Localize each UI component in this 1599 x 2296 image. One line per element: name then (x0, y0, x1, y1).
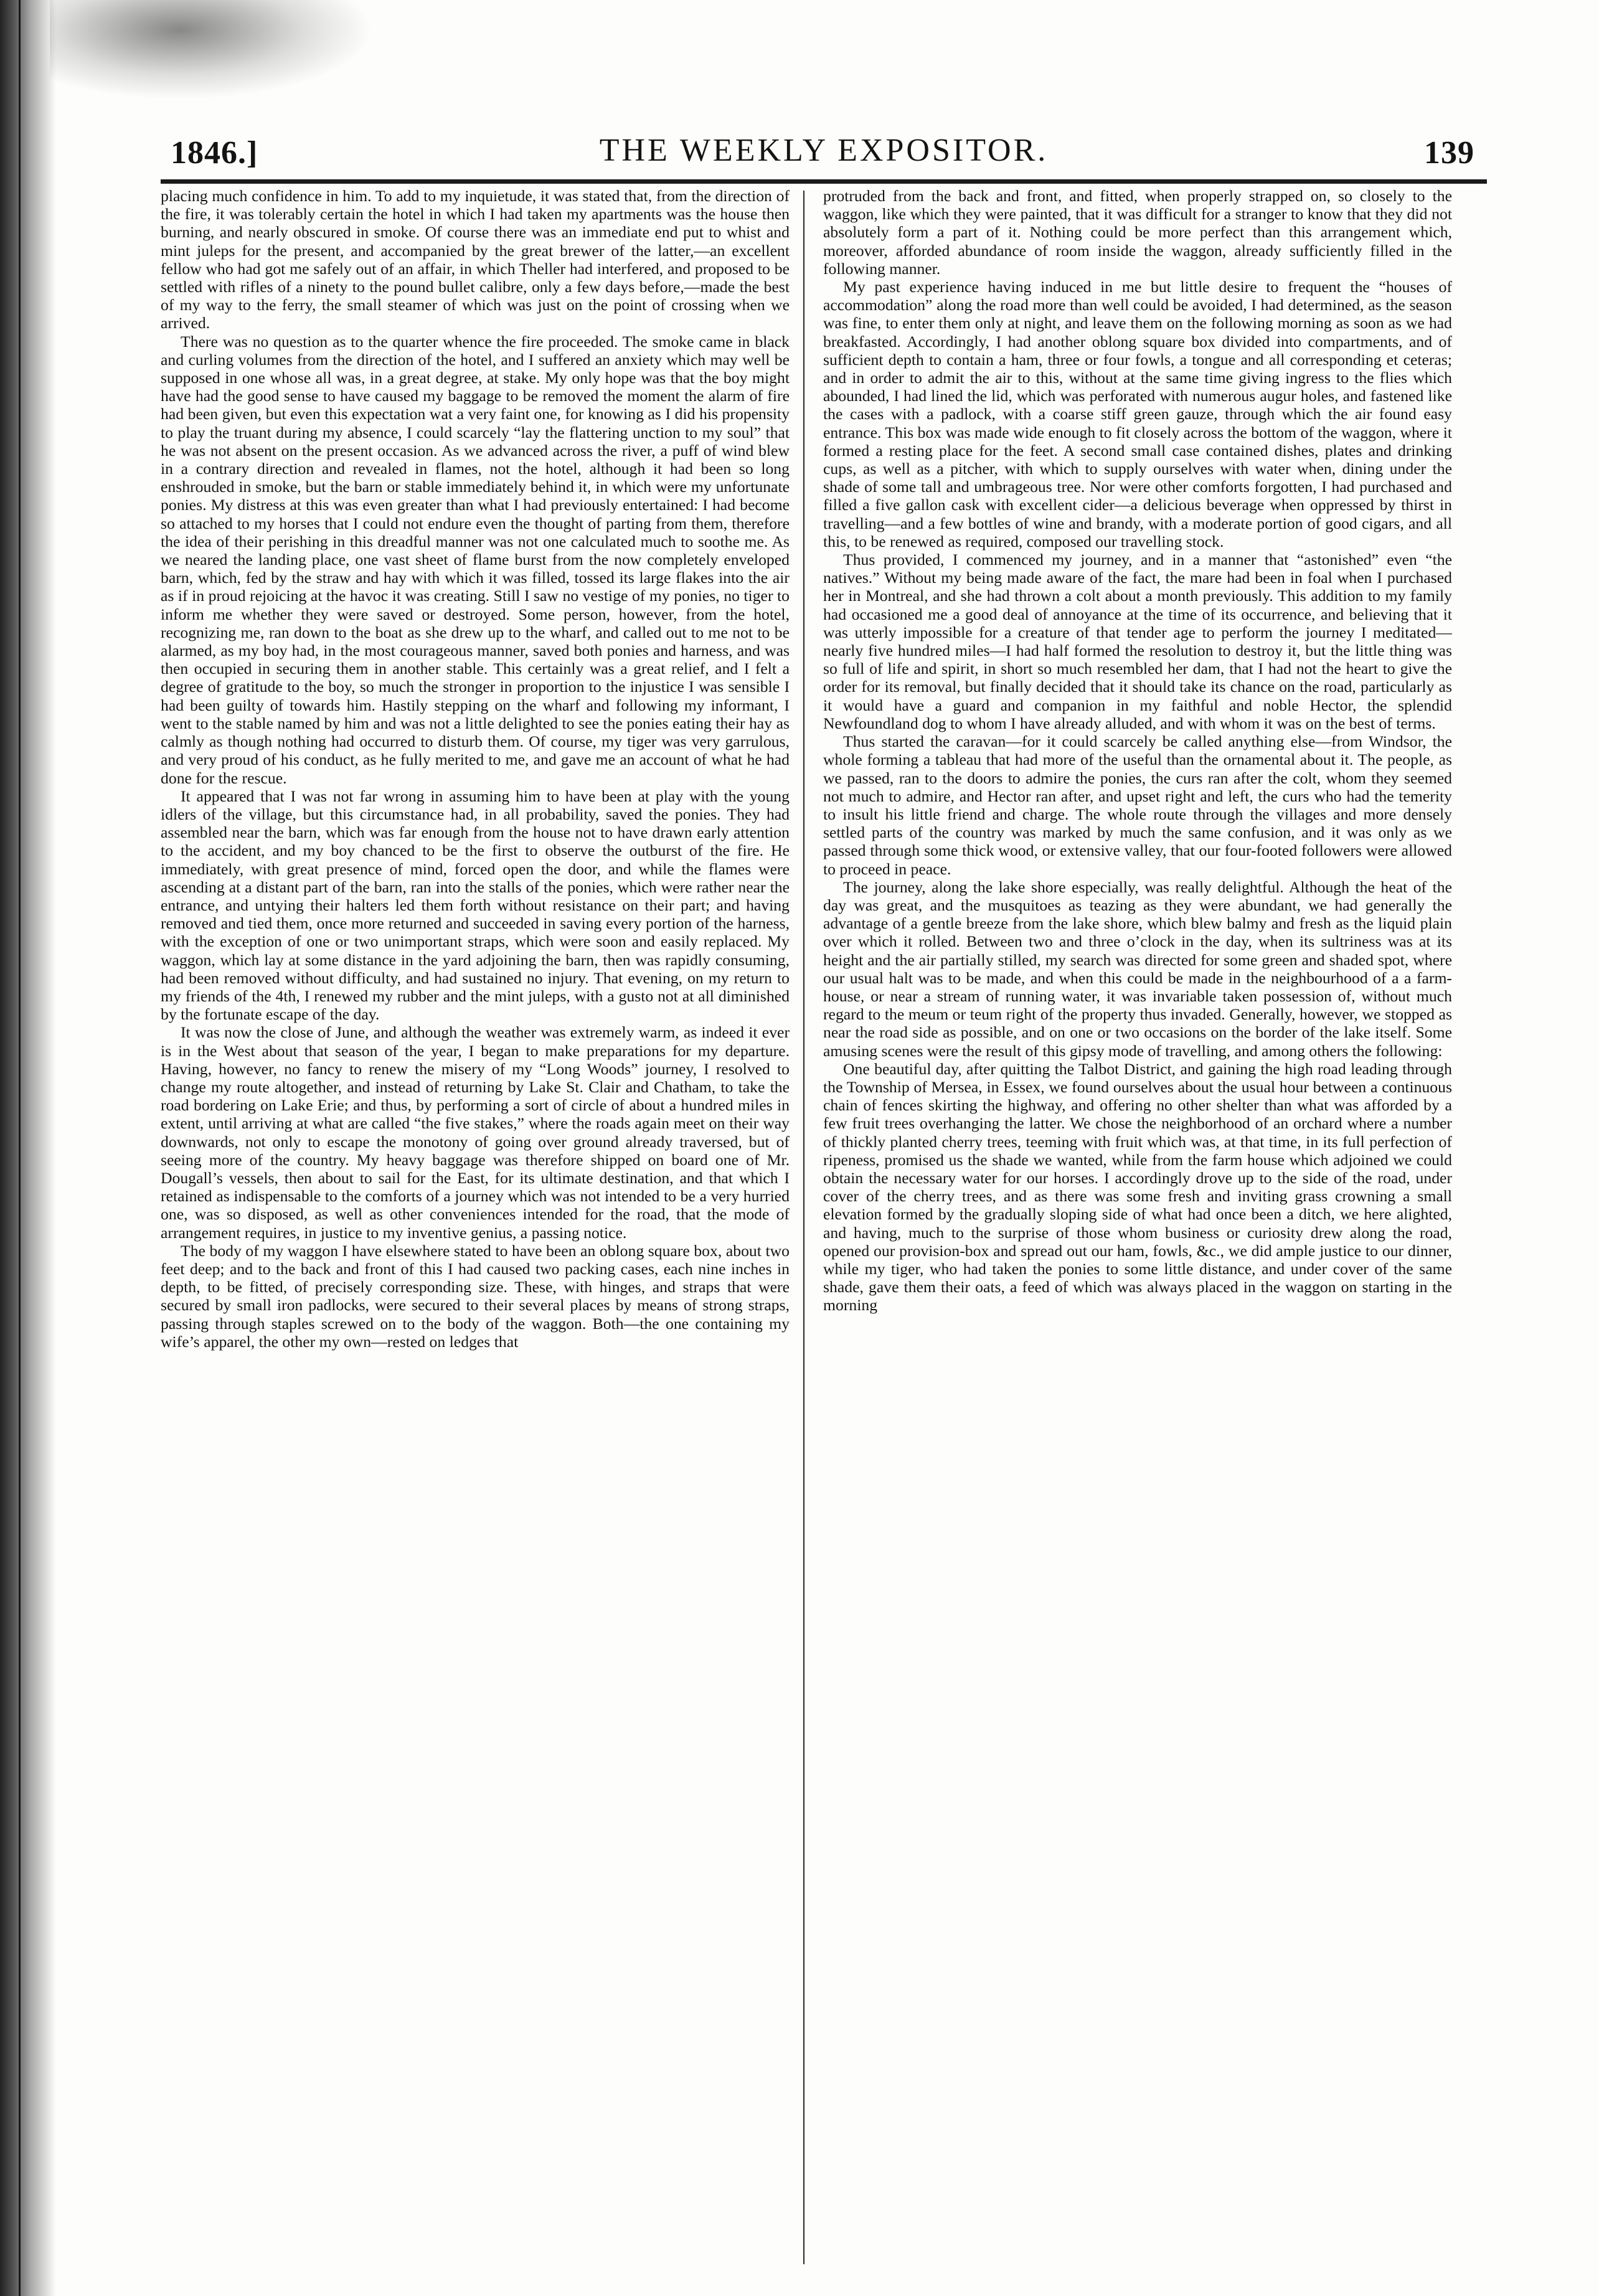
column-divider (803, 191, 804, 2264)
right-column (823, 187, 1452, 2292)
paragraph: There was no question as to the quarter whence the fire proceeded. The smoke came in black and curling volumes from the direction of the hotel, and I suffered an anxiety which may well be supposed in one whose all was, in a great degree, at stake. My only hope was that the boy might have had the good sense to have caused my baggage to be removed the moment the alarm of fire had been given, but even this expectation wat a very faint one, for knowing as I did his propensity to play the truant during my absence, I could scarcely “lay the flattering unction to my soul” that he was not absent on the present occasion. As we advanced across the river, a puff of wind blew in a contrary direction and revealed in flames, not the hotel, although it had been so long enshrouded in smoke, but the barn or stable immediately behind it, in which were my unfortunate ponies. My distress at this was even greater than what I had previously entertained: I had become so attached to my horses that I could not endure even the thought of parting from them, therefore the idea of their perishing in this dreadful manner was not one calculated much to soothe me. As we neared the landing place, one vast sheet of flame burst from the now completely enveloped barn, which, fed by the straw and hay with which it was filled, tossed its large flakes into the air as if in proud rejoicing at the havoc it was creating. Still I saw no vestige of my ponies, no tiger to inform me whether they were saved or destroyed. Some person, however, from the hotel, recognizing me, ran down to the boat as she drew up to the wharf, and called out to me not to be alarmed, as my boy had, in the most courageous manner, saved both ponies and harness, and was then occupied in securing them in another stable. This certainly was a great relief, and I felt a degree of gratitude to the boy, so much the stronger in proportion to the injustice I was sensible I had been guilty of towards him. Hastily stepping on the wharf and following my informant, I went to the stable named by him and was not a little delighted to see the ponies eating their hay as calmly as though nothing had occurred to disturb them. Of course, my tiger was very garrulous, and very proud of his conduct, as he fully merited to me, and gave me an account of what he had done for the rescue. (161, 332, 790, 787)
header-rule (161, 179, 1487, 184)
header-year: 1846.] (171, 135, 258, 171)
paragraph: One beautiful day, after quitting the Talbot District, and gaining the high road leading through the Township of Mersea, in Essex, we found ourselves about the usual hour between a continuous chain of fences skirting the highway, and offering no other shelter than what was afforded by a few fruit trees overhanging the latter. We chose the neighborhood of an orchard where a number of thickly planted cherry trees, teeming with fruit which was, at that time, in its full perfection of ripeness, promised us the shade we wanted, while from the farm house which adjoined we could obtain the necessary water for our horses. I accordingly drove up to the side of the road, under cover of the cherry trees, and as there was some fresh and inviting grass crowning a small elevation formed by the gradually sloping side of what had once been a ditch, we here alighted, and having, much to the surprise of those whom business or curiosity drew along the road, opened our provision-box and spread out our ham, fowls, &c., we did ample justice to our dinner, while my tiger, who had taken the ponies to some little distance, and under cover of the same shade, gave them their oats, a feed of which was always placed in the waggon on starting in the morning (823, 1059, 1452, 1315)
paragraph: protruded from the back and front, and fitted, when properly strapped on, so closely to the waggon, like which they were painted, that it was difficult for a stranger to know that they did not absolutely form a part of it. Nothing could be more perfect than this arrangement which, moreover, afforded abundance of room inside the waggon, already sufficiently filled in the following manner. (823, 187, 1452, 278)
paragraph: The journey, along the lake shore especially, was really delightful. Although the heat of the day was great, and the musquitoes as teazing as they were abundant, we had generally the advantage of a gentle breeze from the lake shore, which blew balmy and fresh as the liquid plain over which it rolled. Between two and three o’clock in the day, when its sultriness was at its height and the air partially stilled, my search was directed for some green and shaded spot, where our usual halt was to be made, and when this could be made in the neighbourhood of a a farm-house, or near a stream of running water, it was invariable taken possession of, without much regard to the meum or teum right of the property thus invaded. Generally, however, we stopped as near the road side as possible, and on one or two occasions on the border of the lake itself. Some amusing scenes were the result of this gipsy mode of travelling, and among others the following: (823, 877, 1452, 1060)
publication-title: THE WEEKLY EXPOSITOR. (599, 133, 1049, 168)
paragraph: Thus provided, I commenced my journey, and in a manner that “astonished” even “the natives.” Without my being made aware of the fact, the mare had been in foal when I purchased her in Montreal, and she had thrown a colt about a month previously. This addition to my family had occasioned me a good deal of annoyance at the time of its occurrence, and believing that it was utterly impossible for a creature of that tender age to perform the journey I meditated—nearly five hundred miles—I had half formed the resolution to destroy it, but the little thing was so full of life and spirit, in short so much resembled her dam, that I had not the heart to give the order for its removal, but finally decided that it should take its chance on the road, particularly as it would have a guard and companion in my faithful and noble Hector, the splendid Newfoundland dog to whom I have already alluded, and with whom it was on the best of terms. (823, 550, 1452, 732)
paragraph: placing much confidence in him. To add to my inquietude, it was stated that, from the direction of the fire, it was tolerably certain the hotel in which I had taken my apartments was the house then burning, and nearly obscured in smoke. Of course there was an immediate end put to whist and mint juleps for the present, and accompanied by the great brewer of the latter,—an excellent fellow who had got me safely out of an affair, in which Theller had interfered, and proposed to be settled with rifles of a ninety to the pound bullet calibre, only a few days before,—made the best of my way to the ferry, the small steamer of which was just on the point of crossing when we arrived. (161, 187, 790, 333)
page-number: 139 (1424, 135, 1474, 171)
page-edge-line (19, 0, 21, 2296)
paragraph: It was now the close of June, and although the weather was extremely warm, as indeed it ever is in the West about that season of the year, I began to make preparations for my departure. Having, however, no fancy to renew the misery of my “Long Woods” journey, I resolved to change my route altogether, and instead of returning by Lake St. Clair and Chatham, to take the road bordering on Lake Erie; and thus, by performing a sort of circle of about a hundred miles in extent, until arriving at what are called “the five stakes,” where the roads again meet on their way downwards, not only to escape the monotony of going over ground already traversed, but of seeing more of the country. My heavy baggage was therefore shipped on board one of Mr. Dougall’s vessels, then about to sail for the East, for its ultimate destination, and that which I retained as indispensable to the comforts of a journey which was not intended to be a very hurried one, was so disposed, as well as other conveniences intended for the road, that the mode of arrangement requires, in justice to my inventive genius, a passing notice. (161, 1023, 790, 1242)
paragraph: Thus started the caravan—for it could scarcely be called anything else—from Windsor, the whole forming a tableau that had more of the useful than the ornamental about it. The people, as we passed, ran to the doors to admire the ponies, the curs ran after the colt, whom they seemed not much to admire, and Hector ran after, and upset right and left, the curs who had the temerity to insult his little friend and charge. The whole route through the villages and more densely settled parts of the country was marked by much the same confusion, and it was only as we passed through some thick wood, or extensive valley, that our four-footed followers were allowed to proceed in peace. (823, 732, 1452, 878)
page-binding-shadow (0, 0, 56, 2296)
paragraph: It appeared that I was not far wrong in assuming him to have been at play with the young idlers of the village, but this circumstance had, in all probability, saved the ponies. They had assembled near the barn, which was far enough from the house not to have drawn early attention to the accident, and my boy chanced to be the first to observe the outburst of the fire. He immediately, with great presence of mind, forced open the door, and while the flames were ascending at a distant part of the barn, ran into the stalls of the ponies, which were rather near the entrance, and untying their halters led them forth without resistance on their part; and having removed and tied them, once more returned and succeeded in saving every portion of the harness, with the exception of one or two unimportant straps, which were soon and easily replaced. My waggon, which lay at some distance in the yard adjoining the barn, then was rapidly consuming, had been removed without difficulty, and had sustained no injury. That evening, on my return to my friends of the 4th, I renewed my rubber and the mint juleps, with a gusto not at all diminished by the fortunate escape of the day. (161, 787, 790, 1024)
paragraph: My past experience having induced in me but little desire to frequent the “houses of accommodation” along the road more than well could be avoided, I had determined, as the season was fine, to enter them only at night, and leave them on the following morning as soon as we had breakfasted. Accordingly, I had another oblong square box divided into compartments, and of sufficient depth to contain a ham, three or four fowls, a tongue and all corresponding et ceteras; and in order to admit the air to this, without at the same time giving ingress to the flies which abounded, I had lined the lid, which was perforated with numerous augur holes, and fastened like the cases with a padlock, with a coarse stiff green gauze, through which the air found easy entrance. This box was made wide enough to fit closely across the bottom of the waggon, where it formed a resting place for the feet. A second small case contained dishes, plates and drinking cups, as well as a pitcher, with which to supply ourselves with water when, dining under the shade of some tall and umbrageous tree. Nor were other comforts forgotten, I had purchased and filled a five gallon cask with excellent cider—a delicious beverage when oppressed by thirst in travelling—and a few bottles of wine and brandy, with a moderate portion of good cigars, and all this, to be renewed as required, composed our travelling stock. (823, 278, 1452, 550)
left-column (161, 187, 790, 2292)
paper-stain (50, 0, 374, 100)
page-header (161, 132, 1487, 176)
paragraph: The body of my waggon I have elsewhere stated to have been an oblong square box, about two feet deep; and to the back and front of this I had caused two packing cases, each nine inches in depth, to be fitted, of precisely corresponding size. These, with hinges, and straps that were secured by small iron padlocks, were secured to their several places by means of strong straps, passing through staples screwed on to the body of the waggon. Both—the one containing my wife’s apparel, the other my own—rested on ledges that (161, 1241, 790, 1351)
